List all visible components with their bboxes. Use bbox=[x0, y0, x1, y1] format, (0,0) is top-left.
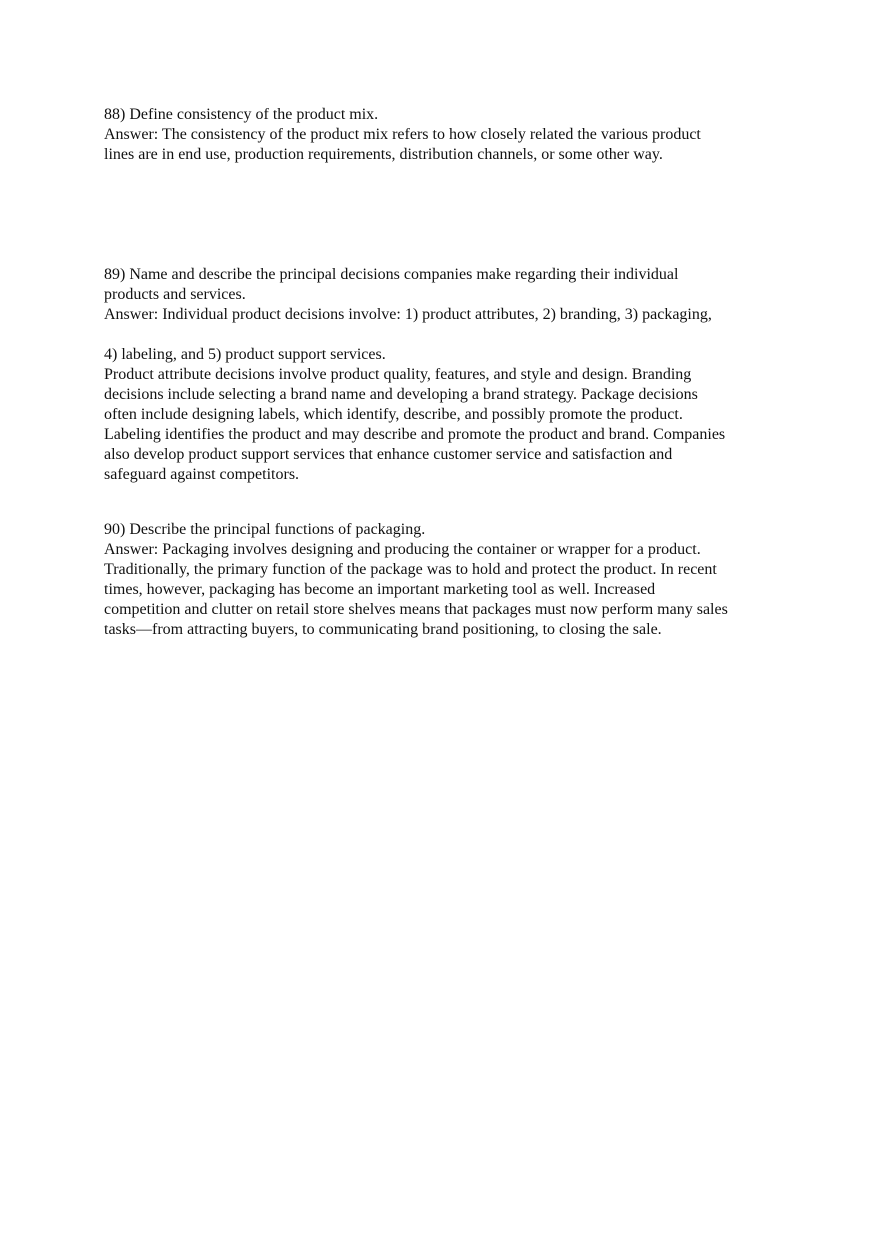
answer-line: safeguard against competitors. bbox=[104, 466, 300, 483]
answer-line: Answer: The consistency of the product mix refers to how closely related the various product bbox=[104, 126, 701, 143]
question-text: 89) Name and describe the principal decisions companies make regarding their individual bbox=[104, 266, 679, 283]
answer-line: 4) labeling, and 5) product support services. bbox=[104, 346, 386, 363]
answer-line: Answer: Individual product decisions involve: 1) product attributes, 2) branding, 3) packaging, bbox=[104, 306, 712, 323]
blank-line bbox=[104, 325, 794, 345]
answer-line: often include designing labels, which identify, describe, and possibly promote the product. bbox=[104, 406, 683, 423]
answer-line: Answer: Packaging involves designing and producing the container or wrapper for a product. bbox=[104, 541, 701, 558]
question-text: 88) Define consistency of the product mix. bbox=[104, 106, 379, 123]
answer-line: Traditionally, the primary function of the package was to hold and protect the product. In recent bbox=[104, 561, 717, 578]
answer-line: decisions include selecting a brand name and developing a brand strategy. Package decisions bbox=[104, 386, 698, 403]
answer-line: Product attribute decisions involve product quality, features, and style and design. Branding bbox=[104, 366, 692, 383]
question-block-88 bbox=[104, 105, 794, 165]
answer-line: times, however, packaging has become an important marketing tool as well. Increased bbox=[104, 581, 656, 598]
answer-line: competition and clutter on retail store shelves means that packages must now perform many sales bbox=[104, 601, 728, 618]
answer-line: lines are in end use, production requirements, distribution channels, or some other way. bbox=[104, 146, 663, 163]
question-text: 90) Describe the principal functions of packaging. bbox=[104, 521, 426, 538]
answer-line: also develop product support services that enhance customer service and satisfaction and bbox=[104, 446, 673, 463]
question-block-89 bbox=[104, 265, 794, 485]
question-block-90 bbox=[104, 520, 794, 640]
answer-line: tasks—from attracting buyers, to communicating brand positioning, to closing the sale. bbox=[104, 621, 662, 638]
answer-line: Labeling identifies the product and may describe and promote the product and brand. Companies bbox=[104, 426, 726, 443]
question-text: products and services. bbox=[104, 286, 246, 303]
